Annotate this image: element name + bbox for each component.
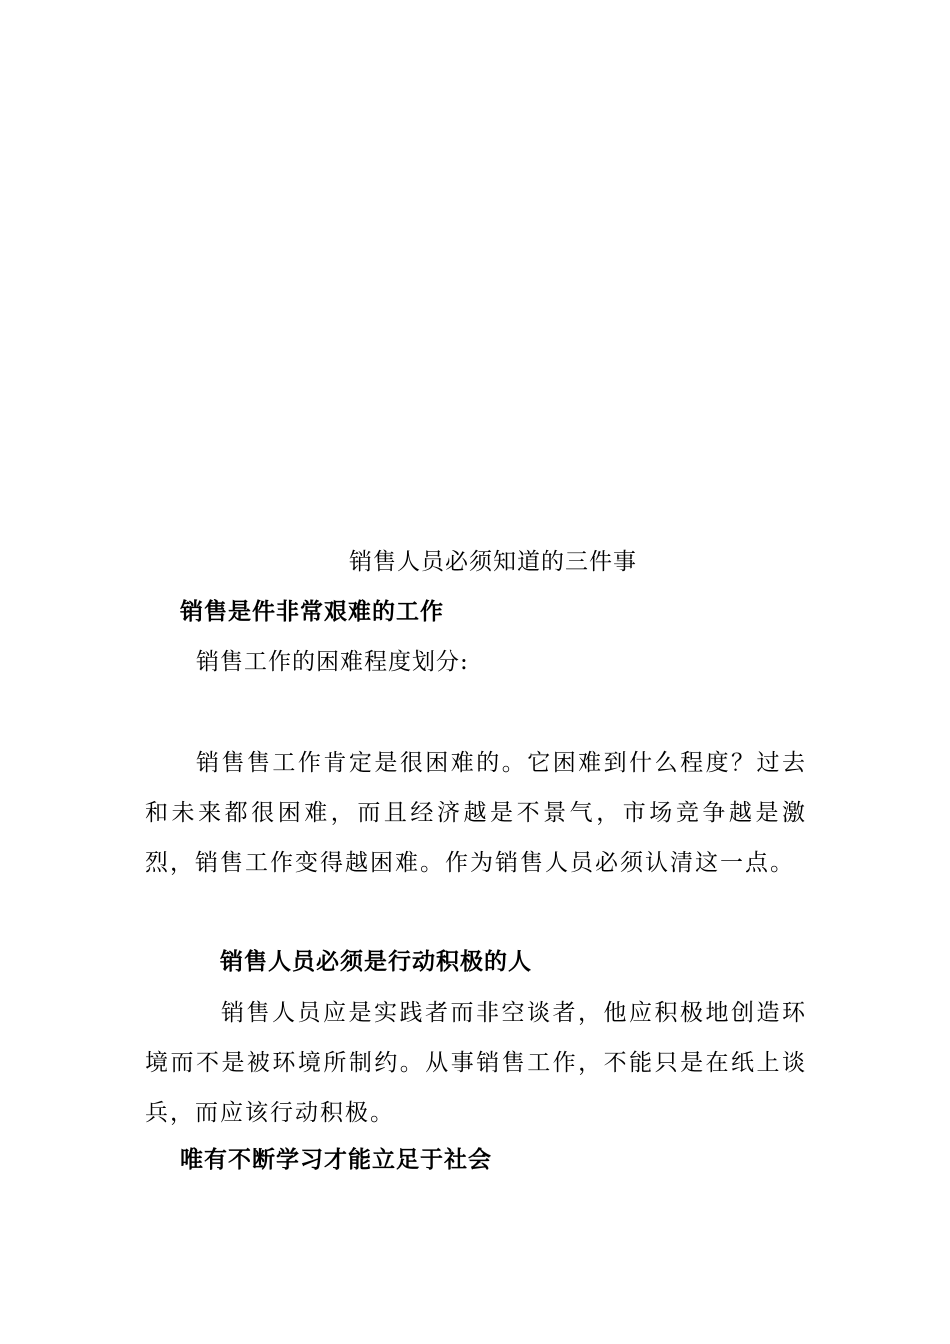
section-paragraph-2: 销售人员应是实践者而非空谈者，他应积极地创造环境而不是被环境所制约。从事销售工作，不能只是在纸上谈兵，而应该行动积极。 [145, 1000, 807, 1126]
section-subheading-1: 销售工作的困难程度划分: [196, 649, 469, 675]
section-heading-2: 销售人员必须是行动积极的人 [220, 949, 532, 975]
section-paragraph-1: 销售售工作肯定是很困难的。它困难到什么程度？过去和未来都很困难，而且经济越是不景气，市场竞争越是激烈，销售工作变得越困难。作为销售人员必须认清这一点。 [145, 750, 807, 876]
section-heading-3: 唯有不断学习才能立足于社会 [180, 1147, 492, 1173]
section-heading-1: 销售是件非常艰难的工作 [180, 599, 444, 625]
document-title: 销售人员必须知道的三件事 [349, 549, 637, 575]
